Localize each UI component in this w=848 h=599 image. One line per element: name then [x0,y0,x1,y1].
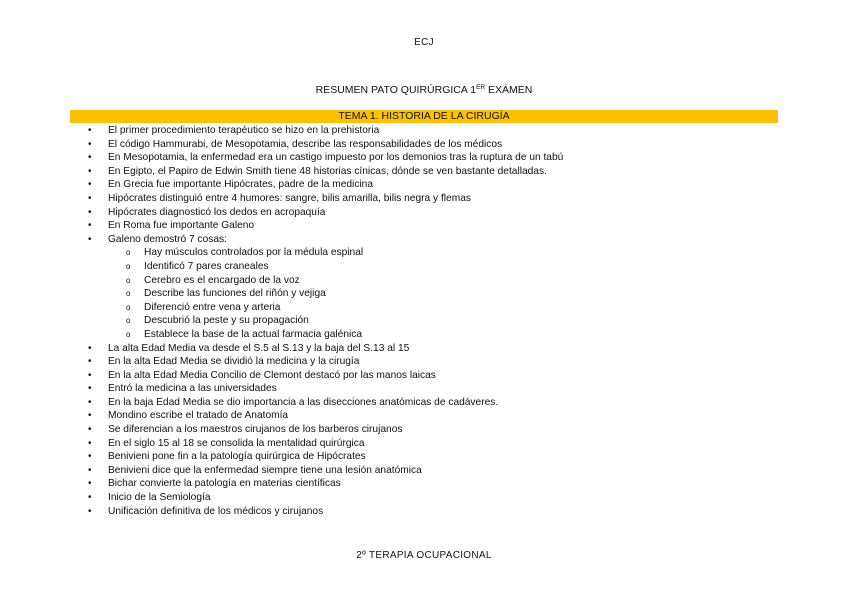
list-item [88,192,563,206]
bullet-icon: • [88,192,92,204]
bullet-list [88,124,564,518]
bullet-icon: • [88,125,92,136]
bullet-icon: • [88,464,92,476]
sub-list-item [108,260,563,274]
bullet-icon: • [88,342,92,354]
sub-list-item [108,274,563,288]
page-header: ECJ [414,37,434,48]
list-item [88,396,563,410]
list-item [88,464,563,478]
sub-list-item-text: Identificó 7 pares craneales [144,260,269,272]
list-item-text: Unificación definitiva de los médicos y cirujanos [108,505,324,517]
list-item [88,437,563,451]
list-item [88,206,563,220]
sub-list-item-text: Diferenció entre vena y arteria [144,301,281,313]
sub-list-item [108,301,563,315]
bullet-icon: • [88,505,92,517]
circle-bullet-icon: o [126,248,131,258]
sub-list-item-text: Describe las funciones del riñón y vejiga [144,288,326,300]
list-item-text: Bichar convierte la patología en materias científicas [108,478,341,490]
sub-list [108,246,563,341]
page-footer: 2º TERAPIA OCUPACIONAL [356,550,492,561]
document-title [0,84,848,96]
bullet-icon: • [88,492,92,504]
list-item [88,138,563,152]
bullet-icon: • [88,369,92,381]
bullet-icon: • [88,478,92,490]
list-item [88,219,563,233]
bullet-icon: • [88,356,92,368]
sub-list-item-text: Establece la base de la actual farmacia galénica [144,328,363,340]
list-item-text: En la alta Edad Media Concilio de Clemont destacó por las manos laicas [108,369,436,381]
list-item [88,382,563,396]
sub-list-item-text: Descubrió la peste y su propagación [144,315,309,327]
list-item-text: En Mesopotamia, la enfermedad era un castigo impuesto por los demonios tras la ruptura de un tabú [108,152,564,164]
list-item [88,165,563,179]
bullet-icon: • [88,179,92,191]
list-item-text: En Egipto, el Papiro de Edwin Smith tiene 48 historias cínicas, dónde se ven bastante detalladas. [108,165,547,177]
circle-bullet-icon: o [126,275,131,285]
list-item [88,151,564,165]
bullet-icon: • [88,396,92,408]
circle-bullet-icon: o [126,289,131,299]
list-item-text: Mondino escribe el tratado de Anatomía [108,410,289,422]
list-item [88,369,563,383]
sub-list-item [108,328,563,342]
bullet-icon: • [88,451,92,463]
list-item-text: Hipócrates diagnosticó los dedos en acropaquía [108,206,326,218]
list-item [88,477,563,491]
list-item-text: Benivieni pone fin a la patología quirúrgica de Hipócrates [108,451,366,463]
list-item [88,409,563,423]
list-item-text: El primer procedimiento terapéutico se hizo en la prehistoria [108,125,380,136]
list-item [88,178,563,192]
circle-bullet-icon: o [126,329,131,339]
list-item-text: Entró la medicina a las universidades [108,383,277,395]
title-superscript: ER [476,84,486,91]
list-item [88,124,563,138]
list-item-text: En Grecia fue importante Hipócrates, padre de la medicina [108,179,374,191]
list-item-text: Benivieni dice que la enfermedad siempre tiene una lesión anatómica [108,464,422,476]
sub-list-item [108,246,563,260]
bullet-icon: • [88,437,92,449]
sub-list-container [108,246,563,341]
list-item-text: El código Hammurabi, de Mesopotamia, describe las responsabilidades de los médicos [108,138,503,150]
list-item [88,423,563,437]
list-item-text: En la baja Edad Media se dio importancia a las disecciones anatómicas de cadáveres. [108,396,499,408]
bullet-icon: • [88,165,92,177]
list-item [88,355,563,369]
list-item [88,342,563,356]
bullet-icon: • [88,138,92,150]
section-heading: TEMA 1. HISTORIA DE LA CIRUGÍA [70,110,778,123]
list-item-text: Inicio de la Semiología [108,492,211,504]
bullet-icon: • [88,220,92,232]
list-item [88,233,563,247]
circle-bullet-icon: o [126,302,131,312]
list-item [88,505,563,519]
bullet-icon: • [88,233,92,245]
list-item [88,450,563,464]
list-item-text: La alta Edad Media va desde el S.5 al S.13 y la baja del S.13 al 15 [108,342,410,354]
sub-list-item [108,287,563,301]
circle-bullet-icon: o [126,261,131,271]
bullet-icon: • [88,424,92,436]
list-item-text: Se diferencian a los maestros cirujanos de los barberos cirujanos [108,424,403,436]
list-item-text: Galeno demostró 7 cosas: [108,233,227,245]
list-item-text: En Roma fue importante Galeno [108,220,255,232]
title-main: RESUMEN PATO QUIRÚRGICA 1 [315,84,477,96]
bullet-icon: • [88,152,92,164]
sub-list-item-text: Hay músculos controlados por la médula espinal [144,247,364,259]
bullet-icon: • [88,206,92,218]
list-item-text: En el siglo 15 al 18 se consolida la mentalidad quirúrgica [108,437,365,449]
circle-bullet-icon: o [126,316,131,326]
sub-list-item [108,314,563,328]
list-item [88,491,563,505]
bullet-icon: • [88,383,92,395]
title-end: EXÁMEN [485,84,533,96]
list-item-text: En la alta Edad Media se dividió la medicina y la cirugía [108,356,360,368]
bullet-icon: • [88,410,92,422]
list-item-text: Hipócrates distinguió entre 4 humores: sangre, bilis amarilla, bilis negra y flemas [108,192,471,204]
sub-list-item-text: Cerebro es el encargado de la voz [144,274,300,286]
